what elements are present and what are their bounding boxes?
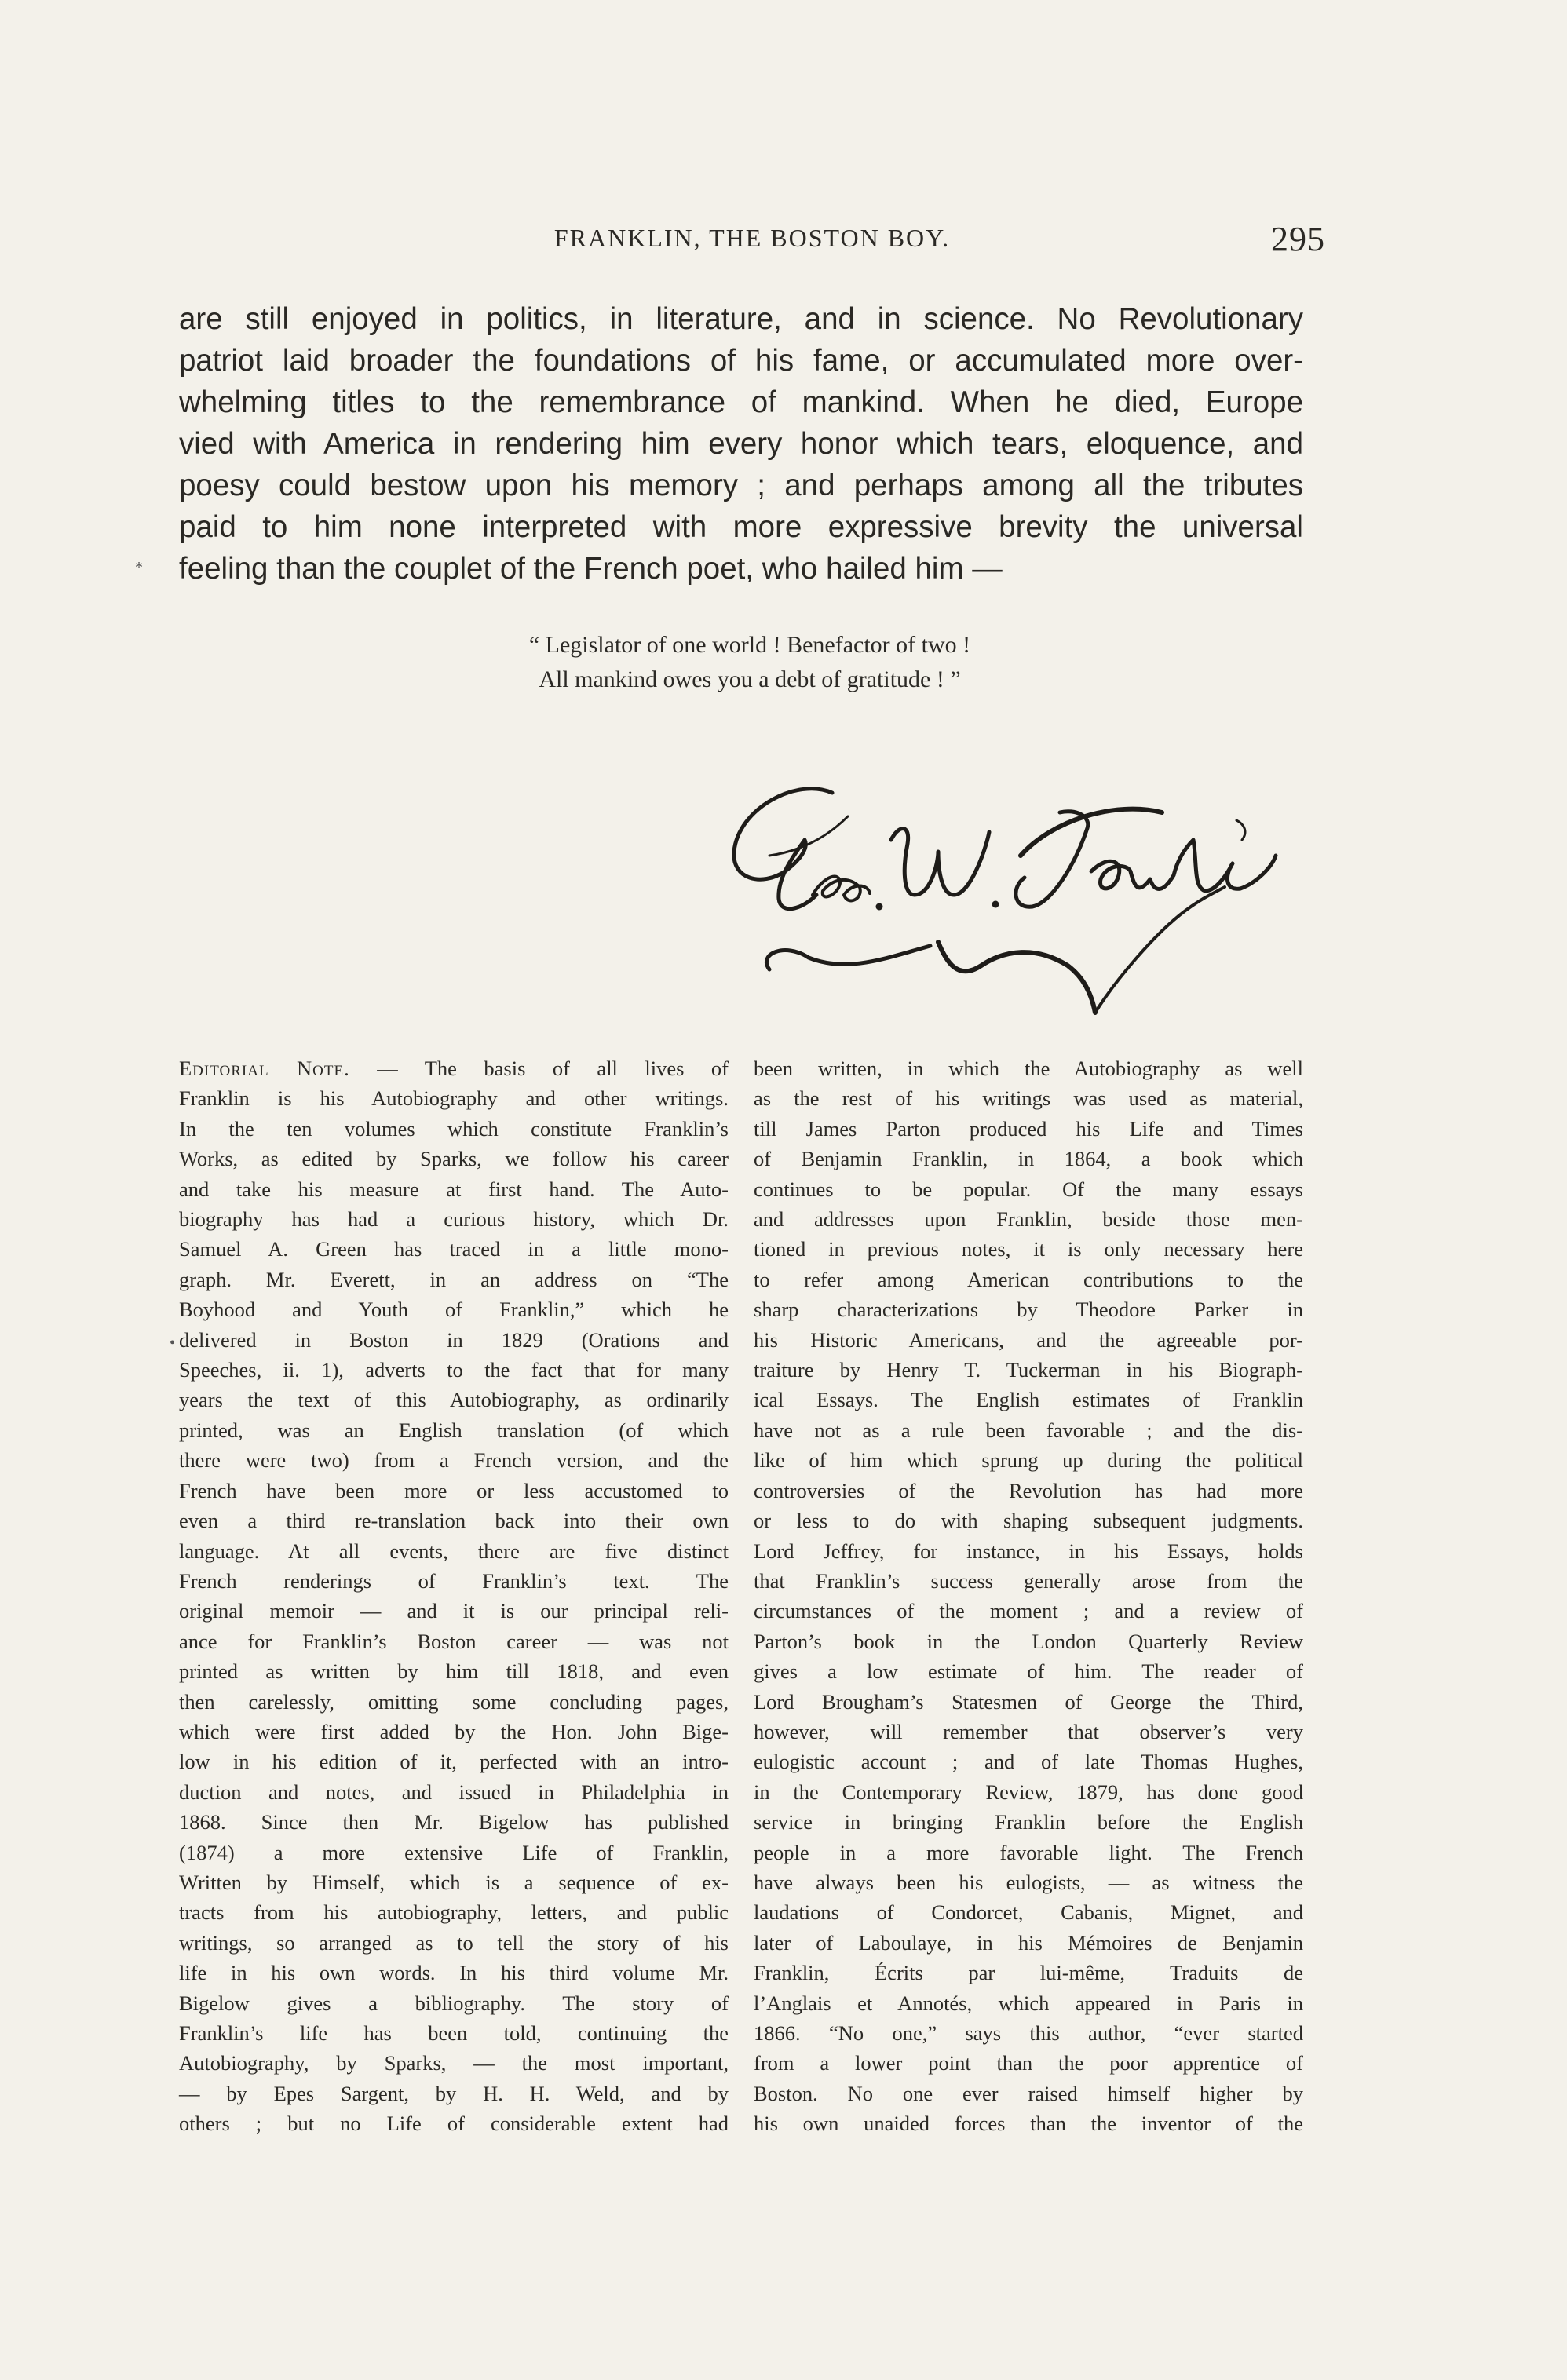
note-line: Speeches, ii. 1), adverts to the fact that for many	[179, 1358, 729, 1382]
note-line: tracts from his autobiography, letters, and public	[179, 1900, 729, 1925]
note-line: years the text of this Autobiography, as ordinarily	[179, 1388, 729, 1412]
note-line: later of Laboulaye, in his Mémoires de Benjamin	[754, 1930, 1303, 1955]
note-line: French renderings of Franklin’s text. The	[179, 1568, 729, 1593]
note-line: sharp characterizations by Theodore Parker in	[754, 1298, 1303, 1322]
note-line: his own unaided forces than the inventor of the	[754, 2112, 1303, 2136]
note-line: even a third re-translation back into their own	[179, 1509, 729, 1533]
running-head-title: FRANKLIN, THE BOSTON BOY.	[553, 224, 951, 252]
note-line: In the ten volumes which constitute Franklin’s	[179, 1116, 729, 1141]
note-line: controversies of the Revolution has had more	[754, 1478, 1303, 1502]
note-line: Works, as edited by Sparks, we follow his career	[179, 1147, 729, 1171]
signature-image	[722, 777, 1319, 1044]
note-line: (1874) a more extensive Life of Franklin,	[179, 1840, 729, 1864]
note-line: language. At all events, there are five distinct	[179, 1539, 729, 1563]
note-line: printed as written by him till 1818, and even	[179, 1659, 729, 1684]
note-line: circumstances of the moment ; and a review of	[754, 1599, 1303, 1623]
note-line: that Franklin’s success generally arose from the	[754, 1568, 1303, 1593]
editorial-note	[179, 1053, 1303, 2168]
note-line: Boston. No one ever raised himself higher by	[754, 2081, 1303, 2105]
note-line: Lord Jeffrey, for instance, in his Essays, holds	[754, 1539, 1303, 1563]
note-line: have always been his eulogists, — as witness the	[754, 1870, 1303, 1894]
note-line: or less to do with shaping subsequent judgments.	[754, 1509, 1303, 1533]
main-text-line: paid to him none interpreted with more expressive brevity the universal	[179, 510, 1303, 544]
main-text-line: whelming titles to the remembrance of mankind. When he died, Europe	[179, 385, 1303, 419]
note-line: others ; but no Life of considerable extent had	[179, 2112, 729, 2136]
note-line: ance for Franklin’s Boston career — was not	[179, 1629, 729, 1653]
note-line: of Benjamin Franklin, in 1864, a book which	[754, 1147, 1303, 1171]
note-line: Bigelow gives a bibliography. The story of	[179, 1991, 729, 2015]
note-line: low in his edition of it, perfected with an intro-	[179, 1750, 729, 1774]
note-line: Franklin’s life has been told, continuing the	[179, 2021, 729, 2045]
page-number: 295	[1271, 220, 1325, 258]
margin-mark: *	[135, 559, 143, 576]
note-line: however, will remember that observer’s very	[754, 1719, 1303, 1743]
note-line: l’Anglais et Annotés, which appeared in Paris in	[754, 1991, 1303, 2015]
quoted-couplet	[181, 628, 1319, 697]
note-line: Autobiography, by Sparks, — the most important,	[179, 2051, 729, 2075]
note-line: service in bringing Franklin before the English	[754, 1810, 1303, 1834]
note-line: Franklin, Écrits par lui-même, Traduits de	[754, 1961, 1303, 1985]
quote-line: “ Legislator of one world ! Benefactor of two !	[528, 632, 971, 658]
note-line: like of him which sprung up during the political	[754, 1448, 1303, 1473]
note-line: Written by Himself, which is a sequence of ex-	[179, 1870, 729, 1894]
editorial-note-left-column	[179, 1053, 729, 2139]
note-line: ical Essays. The English estimates of Franklin	[754, 1388, 1303, 1412]
note-line: life in his own words. In his third volume Mr.	[179, 1961, 729, 1985]
note-line: writings, so arranged as to tell the story of his	[179, 1930, 729, 1955]
note-line: and take his measure at first hand. The Auto-	[179, 1177, 729, 1201]
note-line: been written, in which the Autobiography as well	[754, 1057, 1303, 1080]
note-line: which were first added by the Hon. John Bige-	[179, 1719, 729, 1743]
note-line: Franklin is his Autobiography and other writings.	[179, 1086, 729, 1111]
main-text-line: patriot laid broader the foundations of his fame, or accumulated more over-	[179, 344, 1303, 378]
note-line: traiture by Henry T. Tuckerman in his Biograph-	[754, 1358, 1303, 1382]
note-line: there were two) from a French version, and the	[179, 1448, 729, 1473]
note-line: to refer among American contributions to the	[754, 1267, 1303, 1291]
note-line: people in a more favorable light. The French	[754, 1840, 1303, 1864]
main-text	[179, 298, 1303, 590]
note-line: laudations of Condorcet, Cabanis, Mignet, and	[754, 1900, 1303, 1925]
note-line: Samuel A. Green has traced in a little mono-	[179, 1237, 729, 1261]
note-line: original memoir — and it is our principal reli-	[179, 1599, 729, 1623]
quote-line: All mankind owes you a debt of gratitude ! ”	[539, 666, 961, 692]
margin-mark: •	[170, 1334, 176, 1352]
note-line: Lord Brougham’s Statesmen of George the Third,	[754, 1689, 1303, 1714]
note-line: till James Parton produced his Life and Times	[754, 1116, 1303, 1141]
note-line: have not as a rule been favorable ; and the dis-	[754, 1418, 1303, 1442]
note-line: and addresses upon Franklin, beside those men-	[754, 1207, 1303, 1232]
note-line: Boyhood and Youth of Franklin,” which he	[179, 1298, 729, 1322]
note-line: printed, was an English translation (of which	[179, 1418, 729, 1442]
note-line: as the rest of his writings was used as material,	[754, 1086, 1303, 1111]
note-line: his Historic Americans, and the agreeable por-	[754, 1327, 1303, 1352]
note-line: French have been more or less accustomed to	[179, 1478, 729, 1502]
note-line: in the Contemporary Review, 1879, has done good	[754, 1780, 1303, 1804]
note-line: duction and notes, and issued in Philadelphia in	[179, 1780, 729, 1804]
note-line: then carelessly, omitting some concluding pages,	[179, 1689, 729, 1714]
main-text-line: are still enjoyed in politics, in literature, and in science. No Revolutionary	[179, 302, 1303, 336]
note-line: 1868. Since then Mr. Bigelow has published	[179, 1810, 729, 1834]
main-text-line: feeling than the couplet of the French poet, who hailed him —	[179, 552, 1003, 586]
note-line: graph. Mr. Everett, in an address on “The	[179, 1267, 729, 1291]
main-text-line: vied with America in rendering him every honor which tears, eloquence, and	[179, 427, 1303, 461]
note-line: — by Epes Sargent, by H. H. Weld, and by	[179, 2081, 729, 2105]
note-line: eulogistic account ; and of late Thomas Hughes,	[754, 1750, 1303, 1774]
note-line: Parton’s book in the London Quarterly Review	[754, 1629, 1303, 1653]
editorial-note-lead: Editorial Note.	[179, 1057, 350, 1080]
note-line: delivered in Boston in 1829 (Orations and	[179, 1327, 729, 1352]
note-line: continues to be popular. Of the many essays	[754, 1177, 1303, 1201]
running-head	[179, 220, 1325, 263]
note-line: — The basis of all lives of	[377, 1057, 729, 1080]
note-line: from a lower point than the poor apprentice of	[754, 2051, 1303, 2075]
note-line: tioned in previous notes, it is only necessary here	[754, 1237, 1303, 1261]
note-line: gives a low estimate of him. The reader of	[754, 1659, 1303, 1684]
note-line: 1866. “No one,” says this author, “ever started	[754, 2021, 1303, 2045]
main-text-line: poesy could bestow upon his memory ; and perhaps among all the tributes	[179, 469, 1303, 502]
note-line: biography has had a curious history, which Dr.	[179, 1207, 729, 1232]
editorial-note-right-column	[754, 1053, 1303, 2139]
